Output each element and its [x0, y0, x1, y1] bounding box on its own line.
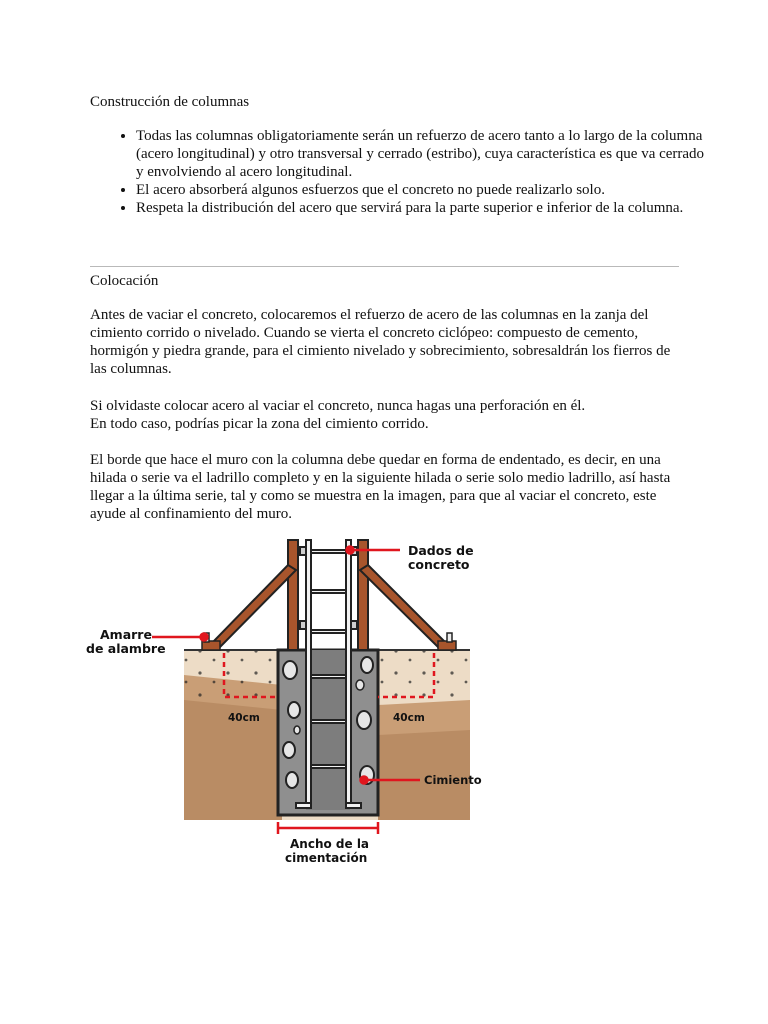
label-dados: Dados de: [408, 543, 474, 558]
label-amarre: de alambre: [86, 641, 166, 656]
document-heading: Construcción de columnas: [90, 94, 250, 110]
label-amarre: Amarre: [100, 627, 152, 642]
paragraph-warning: [90, 397, 690, 433]
paragraph-toothing: El borde que hace el muro con la columna debe quedar en forma de endentado, es decir, en una hilada o serie va el ladrillo completo y en la siguiente hilada o serie solo medio ladrillo, así hasta llegar a la última serie, tal y como se muestra en la imagen, para que al vaciar el concreto, este ayude al confinamiento del muro.: [90, 452, 671, 522]
list-item: • El acero absorberá algunos esfuerzos que el concreto no puede realizarlo solo.: [136, 181, 706, 199]
label-40cm-right: 40cm: [393, 712, 425, 724]
section-title: Colocación: [90, 273, 159, 289]
paragraph-warning-line-2: En todo caso, podrías picar la zona del cimiento corrido.: [90, 416, 429, 432]
column-foundation-diagram: [82, 535, 502, 875]
list-item: • Todas las columnas obligatoriamente serán un refuerzo de acero tanto a lo largo de la columna (acero longitudinal) y otro transversal y cerrado (estribo), cuya característica es que va cerrado y envolviendo al acero longitudinal.: [136, 127, 706, 181]
label-ancho: Ancho de la: [290, 837, 370, 851]
paragraph-placement: Antes de vaciar el concreto, colocaremos el refuerzo de acero de las columnas en la zanja del cimiento corrido o nivelado. Cuando se vierta el concreto ciclópeo: compuesto de cemento, hormigón y piedra grande, para el cimiento nivelado y sobrecimiento, sobresaldrán los fierros de las columnas.: [90, 307, 671, 377]
requirements-list: [108, 127, 706, 217]
list-item: • Respeta la distribución del acero que servirá para la parte superior e inferior de la columna.: [136, 199, 706, 217]
horizontal-divider: [90, 266, 679, 267]
paragraph-warning-line-1: Si olvidaste colocar acero al vaciar el concreto, nunca hagas una perforación en él.: [90, 398, 586, 414]
label-ancho: cimentación: [285, 851, 368, 865]
label-40cm-left: 40cm: [228, 712, 260, 724]
label-cimiento: Cimiento: [424, 773, 482, 787]
label-dados: concreto: [408, 557, 470, 572]
rebar-cage: [296, 540, 361, 808]
